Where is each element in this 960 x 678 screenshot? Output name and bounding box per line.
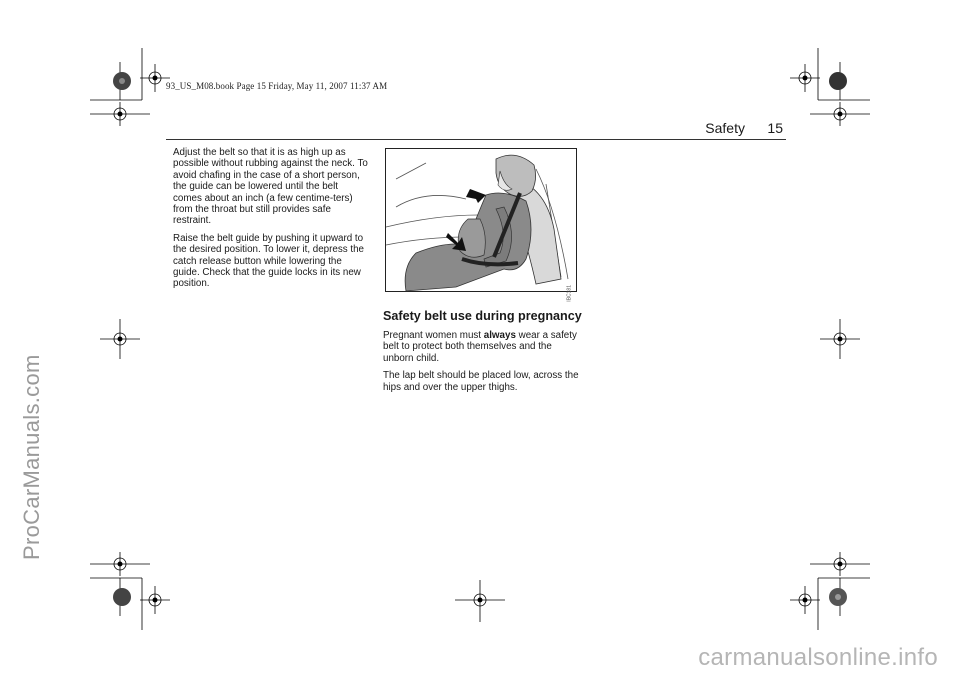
page-number: 15 — [767, 120, 783, 136]
illustration-drawing — [386, 149, 576, 291]
paragraph: Adjust the belt so that it is as high up as possible without rubbing against the neck. To avoid chafing in the case of a short person, the guide can be lowered until the belt comes about an inch (a few centime-ters) from the throat but still provides safe restraint. — [173, 147, 368, 227]
left-column — [173, 147, 369, 296]
section-heading: Safety belt use during pregnancy — [383, 309, 582, 323]
section-title: Safety — [705, 120, 745, 136]
paragraph: The lap belt should be placed low, across the hips and over the upper thighs. — [383, 370, 579, 393]
paragraph: Raise the belt guide by pushing it upward to the desired position. To lower it, depress the catch release button while lowering the guide. Check that the guide locks in its new position. — [173, 232, 364, 290]
page-header — [166, 118, 786, 138]
emphasis-text: always — [483, 330, 516, 341]
bottom-watermark: carmanualsonline.info — [698, 644, 938, 671]
side-watermark-text: ProCarManuals.com — [19, 354, 44, 560]
text-run: Pregnant women must — [383, 330, 484, 341]
book-file-info: 93_US_M08.book Page 15 Friday, May 11, 2007 11:37 AM — [166, 81, 388, 91]
header-rule — [166, 139, 786, 140]
figure-code: IBC181 — [567, 285, 573, 302]
side-watermark — [19, 354, 49, 590]
paragraph — [383, 330, 583, 364]
text-run: wear a safety belt to protect both themselves and the unborn child. — [383, 330, 577, 364]
pregnancy-seatbelt-illustration — [385, 148, 577, 302]
right-column — [383, 330, 583, 399]
